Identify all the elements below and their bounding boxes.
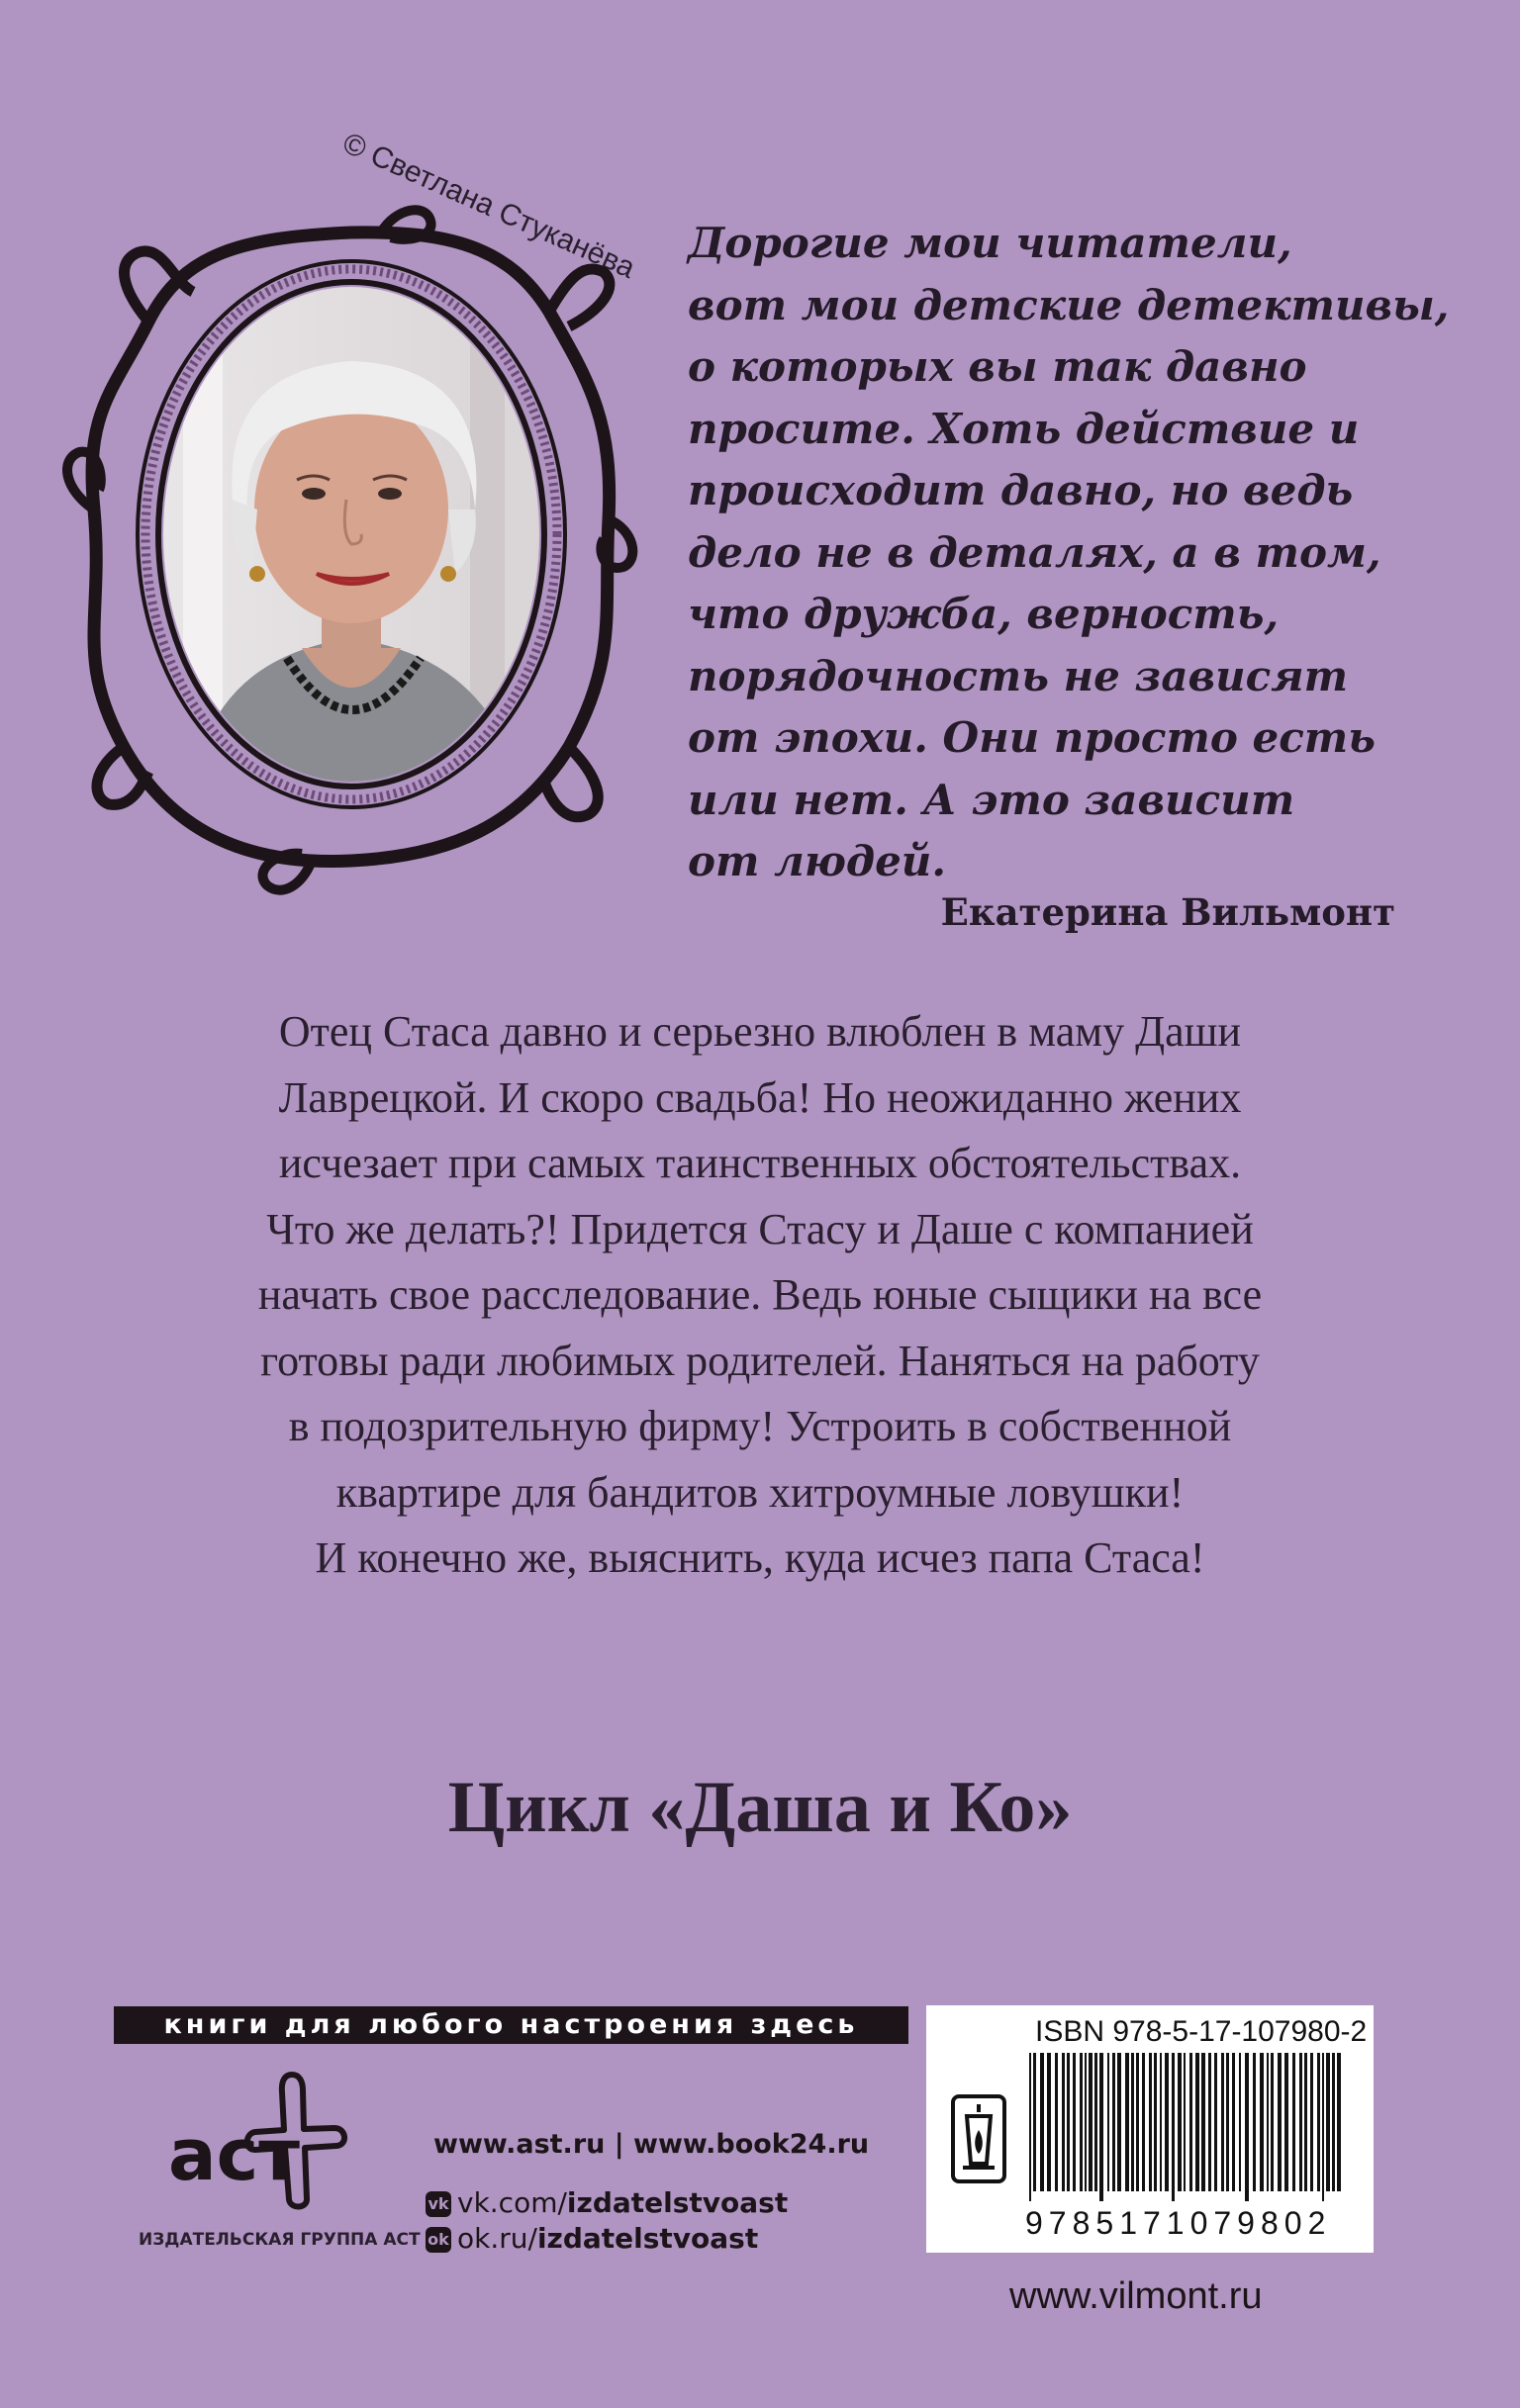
barcode-bar bbox=[1172, 2053, 1175, 2201]
barcode-bar bbox=[1226, 2053, 1229, 2191]
book-blurb bbox=[0, 999, 1520, 1592]
author-portrait-frame bbox=[54, 193, 638, 905]
barcode-bar bbox=[1221, 2053, 1224, 2191]
quote-line: или нет. А это зависит bbox=[688, 775, 1295, 824]
quote-line: от людей. bbox=[688, 837, 946, 885]
barcode-bar bbox=[1201, 2053, 1205, 2191]
barcode-bar bbox=[1299, 2053, 1302, 2191]
barcode-bar bbox=[1160, 2053, 1162, 2191]
barcode-bar bbox=[1112, 2053, 1115, 2191]
barcode-bar bbox=[1142, 2053, 1145, 2191]
barcode-digits: 9785171079802 bbox=[1025, 2205, 1332, 2241]
vk-icon: vk bbox=[426, 2191, 451, 2217]
barcode-bar bbox=[1080, 2053, 1083, 2191]
barcode-bar bbox=[1055, 2053, 1058, 2191]
quote-line: просите. Хоть действие и bbox=[688, 404, 1360, 453]
vk-link-prefix: vk.com/ bbox=[457, 2186, 567, 2219]
barcode-bar bbox=[1304, 2053, 1307, 2191]
barcode-bar bbox=[1239, 2053, 1241, 2191]
blurb-line: квартире для бандитов хитроумные ловушки! bbox=[335, 1467, 1185, 1517]
quote-author: Екатерина Вильмонт bbox=[940, 890, 1395, 934]
barcode-bar bbox=[1040, 2053, 1044, 2191]
barcode-bar bbox=[1047, 2053, 1051, 2191]
barcode-bar bbox=[1067, 2053, 1070, 2191]
blurb-line: в подозрительную фирму! Устроить в собственной bbox=[288, 1402, 1232, 1450]
barcode-bar bbox=[1267, 2053, 1269, 2191]
ast-logo-text: аст bbox=[168, 2113, 300, 2196]
barcode-bar bbox=[1208, 2053, 1211, 2191]
quote-line: Дорогие мои читатели, bbox=[688, 219, 1292, 267]
blurb-line: Отец Стаса давно и серьезно влюблен в маму Даши bbox=[278, 1007, 1242, 1056]
author-website-link[interactable]: www.vilmont.ru bbox=[1009, 2275, 1263, 2317]
barcode-bar bbox=[1125, 2053, 1129, 2191]
publisher-sites-link[interactable]: www.ast.ru | www.book24.ru bbox=[433, 2129, 870, 2160]
quote-line: дело не в деталях, а в том, bbox=[688, 527, 1381, 577]
barcode-bar bbox=[1337, 2053, 1341, 2191]
isbn-barcode-block bbox=[926, 2005, 1374, 2253]
ast-logo-icon bbox=[158, 2063, 376, 2211]
photo-credit: © Светлана Стуканёва bbox=[337, 127, 640, 285]
barcode-bar bbox=[1189, 2053, 1192, 2191]
barcode-bar bbox=[1184, 2053, 1186, 2191]
quote-line: вот мои детские детективы, bbox=[688, 280, 1450, 329]
publisher-tagline: книги для любого настроения здесь bbox=[114, 2006, 908, 2044]
barcode-bar bbox=[1332, 2053, 1335, 2191]
blurb-line: исчезает при самых таинственных обстоятельствах. bbox=[278, 1139, 1242, 1187]
barcode-bar bbox=[1165, 2053, 1169, 2191]
barcode-bar bbox=[1326, 2053, 1330, 2191]
barcode-bars bbox=[1025, 2053, 1352, 2201]
author-quote bbox=[688, 213, 1450, 893]
barcode-bar bbox=[1073, 2053, 1076, 2191]
barcode-bar bbox=[1136, 2053, 1139, 2191]
odnoklassniki-icon: ok bbox=[426, 2227, 451, 2253]
vk-link-handle: izdatelstvoast bbox=[566, 2186, 789, 2219]
barcode-bar bbox=[1107, 2053, 1109, 2191]
publisher-group-name: ИЗДАТЕЛЬСКАЯ ГРУППА АСТ bbox=[139, 2230, 421, 2250]
vk-link[interactable] bbox=[426, 2186, 788, 2219]
barcode-bar bbox=[1292, 2053, 1295, 2191]
blurb-line: И конечно же, выяснить, куда исчез папа Стаса! bbox=[315, 1533, 1205, 1582]
quote-line: происходит давно, но ведь bbox=[688, 466, 1354, 514]
barcode-bar bbox=[1062, 2053, 1065, 2191]
barcode-bar bbox=[1322, 2053, 1324, 2201]
barcode-bar bbox=[1085, 2053, 1087, 2191]
barcode-bar bbox=[1232, 2053, 1235, 2191]
ok-link[interactable] bbox=[426, 2222, 758, 2255]
barcode-bar bbox=[1317, 2053, 1320, 2191]
lantern-icon bbox=[951, 2094, 1006, 2183]
barcode-bar bbox=[1029, 2053, 1031, 2201]
blurb-line: начать свое расследование. Ведь юные сыщики на все bbox=[257, 1270, 1263, 1319]
barcode-bar bbox=[1278, 2053, 1282, 2191]
barcode-bar bbox=[1089, 2053, 1092, 2191]
blurb-line: готовы ради любимых родителей. Наняться на работу bbox=[260, 1336, 1260, 1385]
barcode-bar bbox=[1195, 2053, 1199, 2191]
quote-line: порядочность не зависят bbox=[688, 651, 1349, 700]
barcode-bar bbox=[1099, 2053, 1103, 2201]
barcode-bar bbox=[1178, 2053, 1182, 2191]
quote-line: о которых вы так давно bbox=[688, 342, 1307, 391]
barcode-bar bbox=[1310, 2053, 1313, 2191]
blurb-line: Что же делать?! Придется Стасу и Даше с компанией bbox=[266, 1204, 1254, 1253]
barcode-bar bbox=[1253, 2053, 1256, 2191]
barcode-bar bbox=[1260, 2053, 1264, 2191]
quote-line: что дружба, верность, bbox=[688, 590, 1280, 638]
barcode-bar bbox=[1154, 2053, 1157, 2191]
barcode-bar bbox=[1245, 2053, 1249, 2201]
quote-line: от эпохи. Они просто есть bbox=[688, 713, 1376, 762]
barcode-bar bbox=[1131, 2053, 1134, 2191]
barcode-bar bbox=[1214, 2053, 1217, 2191]
barcode-bar bbox=[1149, 2053, 1152, 2191]
isbn-label: ISBN 978-5-17-107980-2 bbox=[1035, 2015, 1368, 2048]
ok-link-prefix: ok.ru/ bbox=[457, 2222, 537, 2255]
blurb-line: Лаврецкой. И скоро свадьба! Но неожиданно жених bbox=[278, 1072, 1242, 1122]
barcode-bar bbox=[1117, 2053, 1121, 2191]
barcode-bar bbox=[1284, 2053, 1288, 2191]
barcode-bar bbox=[1094, 2053, 1097, 2191]
barcode-bar bbox=[1033, 2053, 1036, 2191]
barcode-bar bbox=[1271, 2053, 1274, 2191]
ok-link-handle: izdatelstvoast bbox=[536, 2222, 759, 2255]
series-title: Цикл «Даша и Ко» bbox=[447, 1767, 1073, 1848]
